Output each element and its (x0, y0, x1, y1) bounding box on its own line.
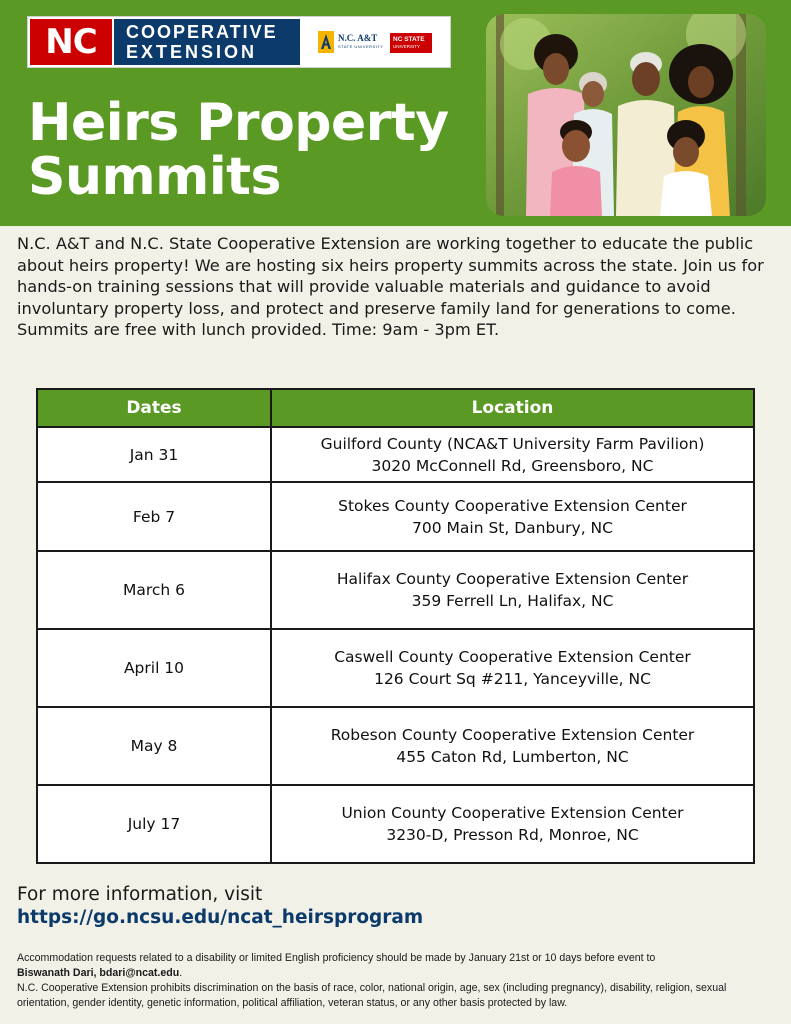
location-place: Halifax County Cooperative Extension Center (336, 570, 689, 588)
ncat-aggie-mark-icon (318, 31, 334, 53)
ncat-logo-subtitle: STATE UNIVERSITY (338, 44, 384, 49)
location-address: 3230-D, Presson Rd, Monroe, NC (386, 826, 639, 844)
more-info-label: For more information, visit (17, 884, 263, 905)
extension-logo-line2: EXTENSION (126, 42, 258, 62)
row-location (271, 707, 754, 785)
logo-bar (27, 16, 451, 68)
intro-details: Summits are free with lunch provided. Time: 9am - 3pm ET. (17, 320, 500, 339)
row-location (271, 785, 754, 863)
row-date: Jan 31 (37, 427, 271, 482)
intro-paragraph: N.C. A&T and N.C. State Cooperative Extension are working together to educate the public about heirs property! We are hosting six heirs property summits across the state. Join us for hands-on training sessions that will provide valuable materials and guidance to avoid involuntary property loss, and protect and preserve family land for generations to come. (17, 234, 764, 318)
summit-schedule-table (36, 388, 755, 864)
nc-logo: NC (30, 19, 112, 65)
more-info (17, 884, 717, 930)
ncat-logo (318, 31, 388, 55)
ncstate-logo-line2: UNIVERSITY (393, 44, 421, 49)
cooperative-extension-logo (114, 19, 300, 65)
ncstate-logo (390, 33, 432, 53)
table-row (37, 707, 754, 785)
family-photo (486, 14, 766, 216)
row-location (271, 427, 754, 482)
table-row (37, 629, 754, 707)
header-location: Location (271, 389, 754, 427)
header-dates: Dates (37, 389, 271, 427)
location-place: Stokes County Cooperative Extension Center (338, 496, 687, 515)
row-location (271, 482, 754, 551)
location-address: 126 Court Sq #211, Yanceyville, NC (374, 670, 651, 688)
location-place: Robeson County Cooperative Extension Center (330, 726, 695, 744)
row-date: May 8 (37, 707, 271, 785)
nondiscrimination-statement: N.C. Cooperative Extension prohibits discrimination on the basis of race, color, national origin, age, sex (including pregnancy), disability, religion, sexual orientation, gender identity, genetic information, political affiliation, veteran status, or any other basis protected by law. (17, 982, 727, 1009)
table-row (37, 427, 754, 482)
row-date: March 6 (37, 551, 271, 629)
title-line1: Heirs Property (28, 93, 449, 153)
header-banner (0, 0, 791, 226)
accommodation-statement: Accommodation requests related to a disability or limited English proficiency should be made by January 21st or 10 days before event to (17, 952, 656, 964)
intro-text (17, 233, 777, 341)
location-address: 359 Ferrell Ln, Halifax, NC (411, 592, 614, 610)
location-place: Union County Cooperative Extension Center (341, 804, 684, 822)
table-header-row (37, 389, 754, 427)
accommodation-text (17, 951, 777, 981)
location-address: 455 Caton Rd, Lumberton, NC (396, 748, 629, 766)
location-place: Caswell County Cooperative Extension Center (334, 648, 691, 666)
ncstate-logo-line1: NC STATE (393, 36, 425, 43)
extension-logo-line1: COOPERATIVE (126, 22, 278, 42)
row-location (271, 629, 754, 707)
location-place: Guilford County (NCA&T University Farm Pavilion) (320, 434, 705, 453)
table-row (37, 482, 754, 551)
table-row (37, 551, 754, 629)
row-date: April 10 (37, 629, 271, 707)
location-address: 3020 McConnell Rd, Greensboro, NC (371, 456, 654, 475)
row-date: July 17 (37, 785, 271, 863)
title-line2: Summits (28, 147, 281, 207)
family-photo-image (486, 14, 766, 216)
location-address: 700 Main St, Danbury, NC (412, 518, 613, 537)
row-location (271, 551, 754, 629)
contact-info: Biswanath Dari, bdari@ncat.edu (17, 967, 180, 979)
row-date: Feb 7 (37, 482, 271, 551)
fine-print (17, 951, 777, 1011)
table-row (37, 785, 754, 863)
contact-period: . (179, 967, 183, 979)
program-link[interactable]: https://go.ncsu.edu/ncat_heirsprogram (17, 907, 424, 928)
ncat-logo-name: N.C. A&T (338, 33, 378, 43)
page-title (28, 93, 468, 207)
